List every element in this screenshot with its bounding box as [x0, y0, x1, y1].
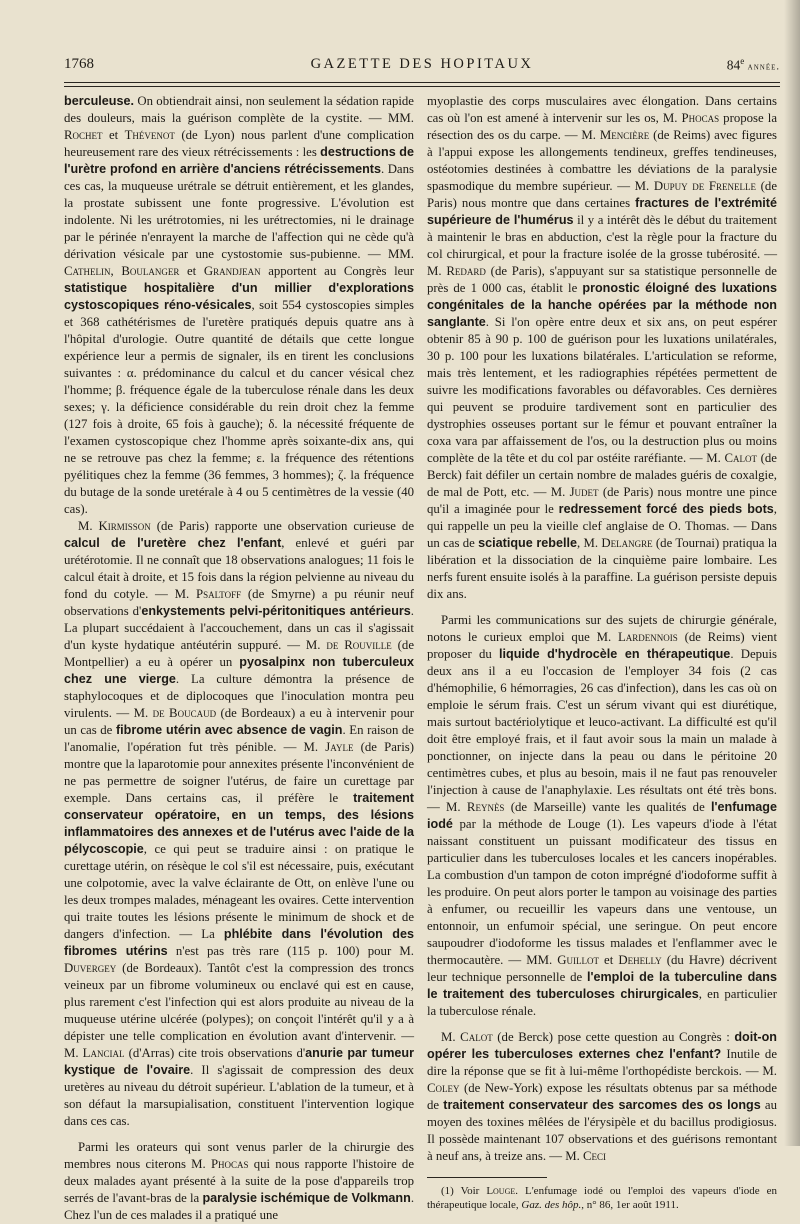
footnote: (1) Voir Louge. L'enfumage iodé ou l'emploi des vapeurs d'iode en thérapeutique locale, Gaz. des hôp., n° 86, 1er août 1911. — [427, 1185, 777, 1211]
paragraph: berculeuse. On obtiendrait ainsi, non seulement la sédation rapide des douleurs, mais la guérison complète de la cystite. — MM. Rochet et Thévenot (de Lyon) nous parlent d'une complication heureusement rare des vieux rétrécissements : les destructions de l'urètre profond en arrière d'anciens rétrécissements. Dans ces cas, la muqueuse urétrale se détruit entièrement, et les glandes, la prostate subissent une fonte progressive. L'évolution est indolente. Ni les urétrotomies, ni les urétrectomies, ni le drainage par le périnée n'enrayent la marche de l'affection qui ne cède qu'à dérivation vésicale par une cystostomie sus-pubienne. — MM. Cathelin, Boulanger et Grandjean apportent au Congrès leur statistique hospitalière d'un millier d'explorations cystoscopiques réno-vésicales, soit 554 cystoscopies simples et 368 cathétérismes de l'uretère pratiqués depuis quatre ans à l'hôpital d'urologie. Outre quantité de détails que cette longue expérience leur a permis de signaler, ils en tirent les conclusions suivantes : α. prédominance du calcul et du cancer vésical chez l'homme; β. fréquence égale de la tuberculose rénale dans les deux sexes; γ. la déficience considérable du rein droit chez la femme (127 fois à droite, 65 fois à gauche); δ. la nécessité fréquente de l'examen cystoscopique chez l'homme après soixante-dix ans, qui ne se retrouve pas chez la femme; ε. la fréquence des rétentions pyélitiques chez la femme (36 femmes, 3 hommes); ζ. la fréquence du butage de la sonde uretérale à 4 ou 5 centimètres de la vessie (40 cas). — [64, 94, 414, 516]
paragraph: myoplastie des corps musculaires avec élongation. Dans certains cas où l'on est amené à intervenir sur les os, M. Phocas propose la résection des os du carpe. — M. Mencière (de Reims) avec figures à l'appui expose les allongements tendineux, greffes tendineuses, ostéotomies destinées à combattre les déviations de la paralysie spasmodique du membre supérieur. — M. Dupuy de Frenelle (de Paris) nous montre que dans certaines fractures de l'extrémité supérieure de l'humérus il y a intérêt dès le début du traitement à maintenir le bras en abduction, c'est la règle pour la fracture du col chirurgical, et pour la fracture isolée de la grosse tubérosité. — M. Redard (de Paris), s'appuyant sur sa statistique personnelle de près de 1 000 cas, établit le pronostic éloigné des luxations congénitales de la hanche opérées par la méthode non sanglante. Si l'on opère entre deux et six ans, on peut espérer obtenir 85 à 90 p. 100 de guérison pour les luxations unilatérales, 30 p. 100 pour les luxations bilatérales. L'articulation se reforme, mais très lentement, et les radiographies répétées permettent de suivre les modifications favorables ou défavorables. Ces dernières qui peuvent se produire tardivement sont en particulier des dystrophies osseuses portant sur le fémur et pouvant entraîner la coxa vara par affaissement de l'os, ou la destruction plus ou moins complète de la tête et du col par ostéite raréfiante. — M. Calot (de Berck) fait défiler un certain nombre de malades guéris de coxalgie, de mal de Pott, etc. — M. Judet (de Paris) nous montre une pince qu'il a imaginée pour le redressement forcé des pieds bots, qui rappelle un peu la vieille clef anglaise de O. Thomas. — Dans un cas de sciatique rebelle, M. Delangre (de Tournai) pratiqua la libération et la dissociation de la cinquième paire lombaire. Les nerfs furent ensuite isolés à la paraffine. La guérison persiste depuis dix ans. — [427, 94, 778, 601]
paragraph: M. Kirmisson (de Paris) rapporte une observation curieuse de calcul de l'uretère chez l'enfant, enlevé et guéri par urétérotomie. Il ne connaît que 18 observations analogues; 11 fois le calcul était à droite, et 15 fois dans la région pelvienne au niveau du fond du cotyle. — M. Psaltoff (de Smyrne) a pu réunir neuf observations d'enkystements pelvi-péritonitiques antérieurs. La plupart succédaient à l'accouchement, dans un cas il s'agissait d'un kyste hydatique antéutérin suppuré. — M. de Rouville (de Montpellier) a eu à opérer un pyosalpinx non tuberculeux chez une vierge. La culture démontra la présence de staphylocoques et de diplocoques que l'inoculation montra peu virulents. — M. de Boucaud (de Bordeaux) a eu à intervenir pour un cas de fibrome utérin avec absence de vagin. En raison de l'anomalie, l'opération fut très pénible. — M. Jayle (de Paris) montre que la laparotomie pour annexites présente l'inconvénient de ne pas permettre de soigner l'utérus, de faire un curettage par exemple. Dans certains cas, il préfère le traitement conservateur opératoire, en un temps, des lésions inflammatoires des annexes et de l'utérus avec l'aide de la pélycoscopie, ce qui peut se traduire ainsi : on pratique le curettage utérin, on résèque le col s'il est nécessaire, puis, exécutant une colpotomie, avec la valve éclairante de Ott, on enlève l'une ou les deux trompes malades, ménageant les ovaires. Cette intervention qui traite toutes les lésions présente le minimum de shock et de dangers d'infection. — La phlébite dans l'évolution des fibromes utérins n'est pas très rare (115 p. 100) pour M. Duvergey (de Bordeaux). Tantôt c'est la compression des troncs veineux par un fibrome volumineux ou enclavé qui est en cause, plus rarement c'est l'infection qui est alors produite au niveau de la muqueuse utérine ulcérée (polypes); on conçoit l'intérêt qu'il y a à dépister une telle complication en évolution avant d'intervenir. — M. Lancial (d'Arras) cite trois observations d'anurie par tumeur kystique de l'ovaire. Il s'agissait de compression des deux uretères au niveau du détroit supérieur. L'ablation de la tumeur, et à son défaut la marsupialisation, constituent l'intervention logique dans ces cas. — [64, 519, 415, 1128]
year-label: 84e année. — [726, 56, 780, 73]
journal-title: GAZETTE DES HOPITAUX — [310, 56, 534, 72]
page-number: 1768 — [64, 56, 94, 72]
header-rule-thick — [64, 82, 780, 83]
paragraph: Parmi les communications sur des sujets de chirurgie générale, notons le curieux emploi que M. Lardennois (de Reims) vient proposer du liquide d'hydrocèle en thérapeutique. Depuis deux ans il a eu l'occasion de l'employer 34 fois (2 cas d'hémophilie, 6 hémorragies, 26 cas d'infection), dans les cas où on emploie le sérum frais. C'est un sérum vivant qui est diurétique, mais surtout bactériolytique et leuco-activant. La difficulté est qu'il doit être employé frais, et il faut avoir sous la main un malade à ponctionner, on injecte dans la peau ou dans le péritoine 20 centimètres cubes, et plus au besoin, mais il ne faut pas renouveler l'injection à cause de l'anaphylaxie. Les résultats ont été très bons. — M. Reynès (de Marseille) vante les qualités de l'enfumage iodé par la méthode de Louge (1). Les vapeurs d'iode à l'état naissant constituent un puissant modificateur des tissus en particulier dans les tuberculoses locales et les cancers inopérables. La combustion d'un tampon de coton imprégné d'iodoforme suffit à les produire. On peut alors porter le tampon au voisinage des parties à enfumer, ou recueillir les vapeurs dans une ventouse, un entonnoir, un enfumoir spécial, une seringue. On peut encore saupoudrer d'iodoforme les tissus malades et l'enflammer avec le thermocautère. — MM. Guillot et Dehelly (du Havre) décrivent leur technique personnelle de l'emploi de la tuberculine dans le traitement des tuberculoses chirurgicales, en particulier la tuberculose rénale. — [427, 613, 778, 1018]
right-column — [427, 93, 777, 1212]
footnote-rule — [427, 1177, 547, 1178]
header-rule-thin — [64, 86, 780, 87]
page-edge-shadow — [784, 0, 800, 1146]
paragraph: Parmi les orateurs qui sont venus parler de la chirurgie des membres nous citerons M. Phocas qui nous rapporte l'histoire de deux malades ayant présenté à la suite de la pose d'appareils trop serrés de l'avant-bras de la paralysie ischémique de Volkmann. Chez l'un de ces malades il a pratiqué une — [64, 1140, 415, 1222]
running-header — [64, 56, 780, 76]
left-column — [64, 93, 414, 1224]
paragraph: M. Calot (de Berck) pose cette question au Congrès : doit-on opérer les tuberculoses externes chez l'enfant? Inutile de dire la réponse que se fit à lui-même l'orthopédiste berckois. — M. Coley (de New-York) expose les résultats obtenus par sa méthode de traitement conservateur des sarcomes des os longs au moyen des toxines mêlées de l'érysipèle et du bacillus prodigiosus. Il possède maintenant 107 observations et des guérisons remontant à neuf ans, à treize ans. — M. Ceci — [427, 1030, 778, 1163]
